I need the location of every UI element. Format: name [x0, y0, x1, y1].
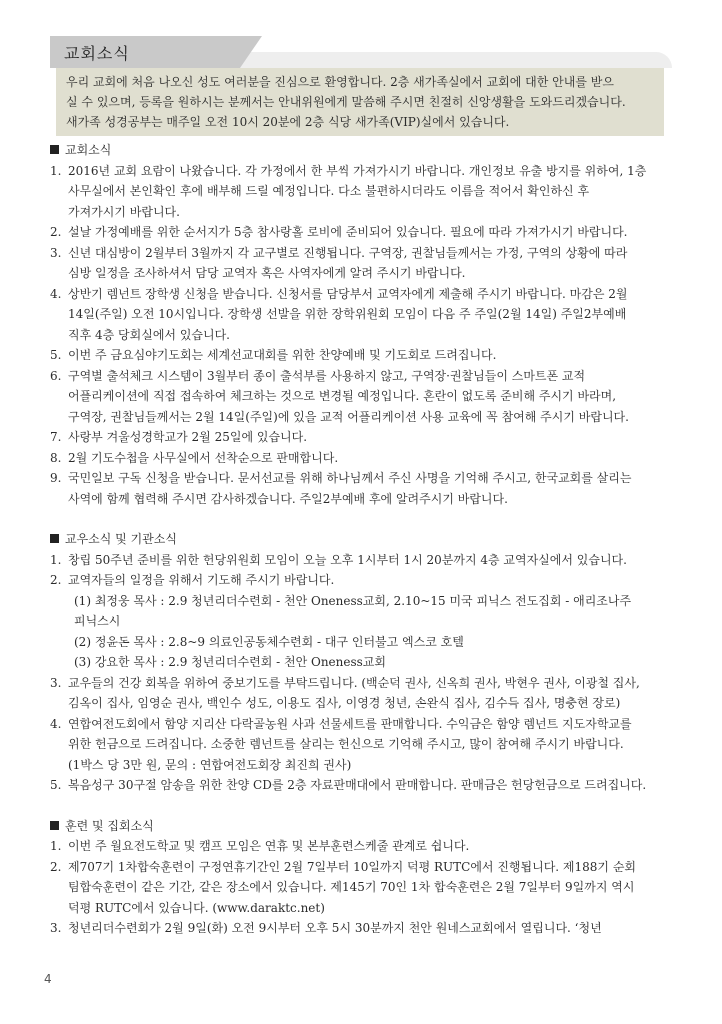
item-number	[56, 591, 74, 632]
item-line: 사랑부 겨울성경학교가 2월 25일에 있습니다.	[68, 430, 308, 444]
item-text	[68, 468, 672, 509]
item-number	[56, 632, 74, 653]
item-number: 2.	[50, 573, 62, 587]
item-text	[68, 366, 672, 428]
item-line: (1) 최정웅 목사 : 2.9 청년리더수련회 - 천안 Oneness교회, 2.10~15 미국 피닉스 전도집회 - 애리조나주	[74, 593, 632, 608]
item-line: 어플리케이션에 직접 접속하여 체크하는 것으로 변경될 예정입니다. 혼란이 없도록 준비해 주시기 바라며,	[68, 389, 617, 403]
news-item	[50, 918, 672, 939]
item-line: 복음성구 30구절 암송을 위한 찬양 CD를 2층 자료판매대에서 판매합니다. 판매금은 헌당헌금으로 드려집니다.	[68, 778, 647, 792]
item-line: 김옥이 집사, 임영순 권사, 백인수 성도, 이용도 집사, 이영경 청년, 손완식 집사, 김수득 집사, 명충현 장로)	[68, 696, 621, 710]
item-line: 상반기 렘넌트 장학생 신청을 받습니다. 신청서를 담당부서 교역자에게 제출해 주시기 바랍니다. 마감은 2월	[68, 286, 628, 301]
item-line: (1박스 당 3만 원, 문의 : 연합여전도회장 최진희 권사)	[68, 757, 352, 772]
news-item	[50, 570, 672, 591]
item-line: 제707기 1차합숙훈련이 구정연휴기간인 2월 7일부터 10일까지 덕평 RUTC에서 진행됩니다. 제188기 순회	[68, 859, 636, 874]
bullet-square-icon	[50, 145, 59, 154]
item-line: 직후 4층 당회실에서 있습니다.	[68, 327, 230, 342]
header-tab-corner	[240, 36, 262, 68]
news-item	[50, 427, 672, 448]
item-number: 7.	[50, 430, 62, 444]
item-text	[68, 427, 672, 448]
news-item	[50, 222, 672, 243]
item-text	[74, 632, 672, 653]
item-line: 사무실에서 본인확인 후에 배부해 드릴 예정입니다. 다소 불편하시더라도 이름을 적어서 확인하신 후	[68, 184, 590, 198]
news-item	[50, 836, 672, 857]
item-text	[68, 714, 672, 776]
item-line: (3) 강요한 목사 : 2.9 청년리더수련회 - 천안 Oneness교회	[74, 655, 386, 669]
section-spacer	[50, 509, 672, 529]
item-line: 설날 가정예배를 위한 순서지가 5층 참사랑홀 로비에 준비되어 있습니다. 필요에 따라 가져가시기 바랍니다.	[68, 225, 628, 239]
news-item	[50, 550, 672, 571]
item-number: 4.	[50, 716, 62, 731]
item-line: 교우들의 건강 회복을 위하여 중보기도를 부탁드립니다. (백순덕 권사, 신옥희 권사, 박현우 권사, 이광철 집사,	[68, 675, 640, 690]
item-line: 청년리더수련회가 2월 9일(화) 오전 9시부터 오후 5시 30분까지 천안 원네스교회에서 열립니다. ‘청년	[68, 921, 602, 935]
news-item	[50, 161, 672, 223]
item-number: 4.	[50, 286, 62, 301]
item-line: 신년 대심방이 2월부터 3월까지 각 교구별로 진행됩니다. 구역장, 권찰님들께서는 가정, 구역의 상황에 따라	[68, 245, 628, 260]
item-text	[68, 448, 672, 469]
section-title	[50, 140, 672, 161]
news-item	[50, 775, 672, 796]
news-list	[50, 836, 672, 939]
news-list	[50, 550, 672, 796]
section-title-text: 교우소식 및 기관소식	[65, 532, 177, 546]
news-list	[50, 161, 672, 510]
item-line: 가져가시기 바랍니다.	[68, 204, 180, 219]
item-line: 심방 일정을 조사하셔서 담당 교역자 혹은 사역자에게 알려 주시기 바랍니다.	[68, 266, 466, 280]
page-title: 교회소식	[64, 44, 130, 63]
news-item	[50, 345, 672, 366]
item-text	[68, 284, 672, 346]
welcome-line: 새가족 성경공부는 매주일 오전 10시 20분에 2층 식당 새가족(VIP)실에서 있습니다.	[66, 115, 510, 129]
item-line: 위한 헌금으로 드려집니다. 소중한 렘넌트를 살리는 헌신으로 기억해 주시고, 많이 참여해 주시기 바랍니다.	[68, 737, 624, 751]
news-item	[50, 673, 672, 714]
item-line: 14일(주일) 오전 10시입니다. 장학생 선발을 위한 장학위원회 모임이 다음 주 주일(2월 14일) 주일2부예배	[68, 307, 627, 321]
item-line: 이번 주 금요심야기도회는 세계선교대회를 위한 찬양예배 및 기도회로 드려집니다.	[68, 348, 497, 362]
item-line: 교역자들의 일정을 위해서 기도해 주시기 바랍니다.	[68, 573, 335, 587]
news-subitem	[50, 652, 672, 673]
item-text	[68, 243, 672, 284]
section-title	[50, 816, 672, 837]
item-text	[68, 673, 672, 714]
item-number: 1.	[50, 163, 62, 178]
section-title	[50, 529, 672, 550]
item-text	[68, 836, 672, 857]
header-line	[240, 52, 672, 68]
item-number: 3.	[50, 675, 62, 690]
page-number: 4	[44, 972, 52, 986]
item-number: 5.	[50, 348, 62, 362]
item-line: 2월 기도수첩을 사무실에서 선착순으로 판매합니다.	[68, 450, 339, 465]
item-text	[68, 570, 672, 591]
news-item	[50, 243, 672, 284]
welcome-box	[56, 68, 664, 136]
welcome-line: 실 수 있으며, 등록을 원하시는 분께서는 안내위원에게 말씀해 주시면 친절히 신앙생활을 도와드리겠습니다.	[66, 95, 626, 109]
item-text	[68, 857, 672, 919]
item-line: 연합여전도회에서 함양 지리산 다락골농원 사과 선물세트를 판매합니다. 수익금은 함양 렘넌트 지도자학교를	[68, 716, 632, 731]
item-number: 8.	[50, 450, 62, 465]
item-number: 3.	[50, 245, 62, 260]
item-number: 2.	[50, 225, 62, 239]
item-number: 1.	[50, 552, 62, 567]
item-number: 1.	[50, 839, 62, 853]
news-item	[50, 448, 672, 469]
item-text	[74, 652, 672, 673]
item-line: 사역에 함께 협력해 주시면 감사하겠습니다. 주일2부예배 후에 알려주시기 바랍니다.	[68, 491, 508, 506]
item-number: 2.	[50, 859, 62, 874]
item-line: 이번 주 월요전도학교 및 캠프 모임은 연휴 및 본부훈련스케줄 관계로 쉽니다.	[68, 839, 470, 853]
item-number: 6.	[50, 368, 62, 383]
bullet-square-icon	[50, 534, 59, 543]
item-line: (2) 정윤돈 목사 : 2.8~9 의료인공동체수련회 - 대구 인터불고 엑스코 호텔	[74, 634, 464, 649]
item-line: 구역장, 권찰님들께서는 2월 14일(주일)에 있을 교적 어플리케이션 사용 교육에 꼭 참여해 주시기 바랍니다.	[68, 409, 629, 424]
item-text	[68, 345, 672, 366]
item-number: 5.	[50, 778, 62, 792]
item-text	[68, 222, 672, 243]
bullet-square-icon	[50, 821, 59, 830]
welcome-line: 우리 교회에 처음 나오신 성도 여러분을 진심으로 환영합니다. 2층 새가족실에서 교회에 대한 안내를 받으	[66, 75, 614, 89]
item-line: 구역별 출석체크 시스템이 3월부터 종이 출석부를 사용하지 않고, 구역장·권찰님들이 스마트폰 교적	[68, 368, 586, 383]
item-line: 팀합숙훈련이 같은 기간, 같은 장소에서 있습니다. 제145기 70인 1차 합숙훈련은 2월 7일부터 9일까지 역시	[68, 880, 635, 894]
item-text	[68, 918, 672, 939]
news-content	[50, 140, 672, 939]
item-number	[56, 652, 74, 673]
item-line: 국민일보 구독 신청을 받습니다. 문서선교를 위해 하나님께서 주신 사명을 기억해 주시고, 한국교회를 살리는	[68, 471, 632, 485]
item-line: 2016년 교회 요람이 나왔습니다. 각 가정에서 한 부씩 가져가시기 바랍니다. 개인정보 유출 방지를 위하여, 1층	[68, 163, 647, 178]
item-text	[68, 161, 672, 223]
section-title-text: 교회소식	[65, 143, 112, 157]
item-line: 덕평 RUTC에서 있습니다. (www.daraktc.net)	[68, 900, 325, 915]
section-header	[50, 36, 672, 68]
item-number: 9.	[50, 471, 62, 485]
item-number: 3.	[50, 921, 62, 935]
news-item	[50, 366, 672, 428]
news-subitem	[50, 632, 672, 653]
section-spacer	[50, 796, 672, 816]
news-item	[50, 714, 672, 776]
section-title-text: 훈련 및 집회소식	[65, 818, 154, 833]
item-text	[68, 775, 672, 796]
item-line: 피닉스시	[74, 614, 121, 628]
news-item	[50, 857, 672, 919]
item-text	[74, 591, 672, 632]
news-subitem	[50, 591, 672, 632]
news-item	[50, 468, 672, 509]
item-line: 창립 50주년 준비를 위한 헌당위원회 모임이 오늘 오후 1시부터 1시 20분까지 4층 교역자실에서 있습니다.	[68, 552, 627, 567]
news-item	[50, 284, 672, 346]
item-text	[68, 550, 672, 571]
